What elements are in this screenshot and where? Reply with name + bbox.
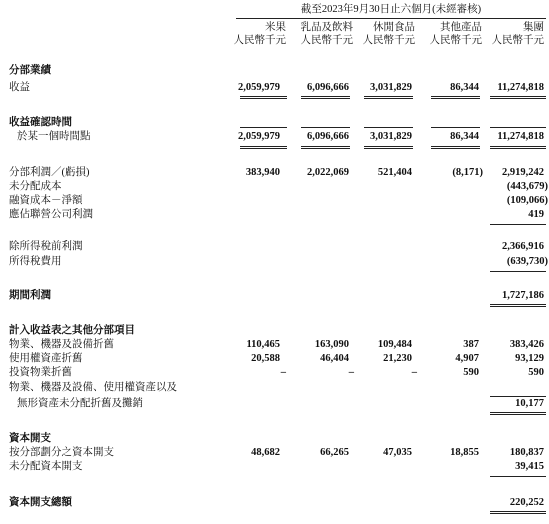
- double-rule: [490, 96, 546, 99]
- cell-other: 4,907: [455, 353, 479, 364]
- cell-group: 2,366,916: [502, 241, 544, 252]
- cell-rice: 110,465: [246, 339, 280, 350]
- section-title-row: [0, 324, 549, 338]
- double-rule: [431, 96, 480, 99]
- cell-rice: –: [280, 367, 286, 378]
- cell-other: 387: [463, 339, 479, 350]
- cell-snack: 21,230: [383, 353, 412, 364]
- double-rule: [301, 146, 350, 149]
- investment-property-depreciation-row: [0, 366, 549, 380]
- section-title: 資本開支: [9, 433, 51, 444]
- column-unit: 人民幣千元: [429, 35, 482, 46]
- column-unit: 人民幣千元: [491, 35, 544, 46]
- column-header-group: [480, 21, 544, 47]
- pre-tax-profit-row: [0, 240, 549, 254]
- column-name: 其他產品: [440, 22, 482, 33]
- cell-snack: 3,031,829: [370, 131, 412, 142]
- row-label: 按分部劃分之資本開支: [9, 447, 114, 458]
- cell-snack: 3,031,829: [370, 82, 412, 93]
- column-header-rice-crackers: [222, 21, 286, 47]
- single-rule: [490, 271, 546, 272]
- cell-dairy: 46,404: [320, 353, 349, 364]
- row-label: 使用權資產折舊: [9, 353, 83, 364]
- income-tax-row: [0, 255, 549, 269]
- single-rule: [490, 224, 546, 225]
- unallocated-capex-row: [0, 460, 549, 474]
- row-label: 無形資產未分配折舊及攤銷: [17, 398, 143, 409]
- section-title-row: [0, 432, 549, 446]
- cell-group: (639,730): [506, 256, 548, 267]
- cell-other: (8,171): [452, 167, 483, 178]
- cell-rice: 20,588: [251, 353, 280, 364]
- cell-dairy: 2,022,069: [307, 167, 349, 178]
- double-rule: [364, 146, 413, 149]
- cell-group: 10,177: [515, 398, 544, 409]
- column-unit: 人民幣千元: [233, 35, 286, 46]
- cell-dairy: 6,096,666: [307, 131, 349, 142]
- period-profit-row: [0, 289, 549, 303]
- double-rule: [490, 146, 546, 149]
- row-label: 未分配成本: [9, 181, 62, 192]
- row-label: 分部利潤／(虧損): [9, 167, 90, 178]
- cell-dairy: 6,096,666: [307, 82, 349, 93]
- cell-group: 11,274,818: [497, 131, 544, 142]
- column-name: 乳品及飲料: [300, 22, 353, 33]
- double-rule: [301, 96, 350, 99]
- cell-group: 180,837: [509, 447, 544, 458]
- cell-other: 18,855: [450, 447, 479, 458]
- double-rule: [490, 511, 546, 514]
- revenue-row: [0, 81, 549, 95]
- point-in-time-row: [0, 130, 549, 144]
- cell-group: 590: [528, 367, 544, 378]
- cell-rice: 2,059,979: [238, 82, 280, 93]
- cell-snack: 109,484: [377, 339, 412, 350]
- row-label: 所得稅費用: [9, 256, 62, 267]
- cell-snack: –: [411, 367, 417, 378]
- cell-dairy: 66,265: [320, 447, 349, 458]
- cell-rice: 48,682: [251, 447, 280, 458]
- ppe-depreciation-row: [0, 338, 549, 352]
- row-label: 投資物業折舊: [9, 367, 72, 378]
- single-rule: [431, 127, 480, 128]
- cell-snack: 47,035: [383, 447, 412, 458]
- double-rule: [240, 96, 287, 99]
- cell-group: 1,727,186: [502, 290, 544, 301]
- cell-group: (109,066): [506, 195, 548, 206]
- column-unit: 人民幣千元: [362, 35, 415, 46]
- column-header-other-products: [418, 21, 482, 47]
- unallocated-da-row: [0, 397, 549, 411]
- unallocated-cost-row: [0, 180, 549, 194]
- cell-dairy: –: [348, 367, 354, 378]
- cell-group: 11,274,818: [497, 82, 544, 93]
- cell-snack: 521,404: [377, 167, 412, 178]
- column-name: 休閒食品: [373, 22, 415, 33]
- column-name: 集團: [523, 22, 544, 33]
- row-label: 收益: [9, 82, 30, 93]
- section-title-row: [0, 64, 549, 78]
- double-rule: [240, 146, 287, 149]
- column-name: 米果: [265, 22, 286, 33]
- cell-rice: 2,059,979: [238, 131, 280, 142]
- row-label: 資本開支總額: [9, 497, 72, 508]
- capex-by-segment-row: [0, 446, 549, 460]
- row-label: 除所得稅前利潤: [9, 241, 83, 252]
- row-label: 融資成本－淨額: [9, 195, 83, 206]
- cell-group: 2,919,242: [502, 167, 544, 178]
- row-label: 應佔聯營公司利潤: [9, 209, 93, 220]
- row-label: 期間利潤: [9, 290, 51, 301]
- cell-other: 86,344: [450, 82, 479, 93]
- cell-other: 86,344: [450, 131, 479, 142]
- cell-group: 93,129: [515, 353, 544, 364]
- double-rule: [364, 96, 413, 99]
- associate-profit-row: [0, 208, 549, 222]
- cell-group: 383,426: [509, 339, 544, 350]
- cell-rice: 383,940: [245, 167, 280, 178]
- double-rule: [490, 304, 546, 307]
- column-header-dairy-beverages: [289, 21, 353, 47]
- column-header-snack-foods: [351, 21, 415, 47]
- unallocated-da-row-line1: [0, 381, 549, 395]
- single-rule: [490, 476, 546, 477]
- single-rule: [490, 396, 546, 397]
- single-rule: [490, 127, 546, 128]
- row-label: 於某一個時間點: [17, 131, 91, 142]
- row-label: 物業、機器及設備、使用權資產以及: [9, 382, 177, 393]
- finance-cost-row: [0, 194, 549, 208]
- double-rule: [490, 412, 546, 415]
- segment-profit-row: [0, 166, 549, 180]
- row-label: 物業、機器及設備折舊: [9, 339, 114, 350]
- cell-group: (443,679): [506, 181, 548, 192]
- cell-group: 419: [528, 209, 544, 220]
- row-label: 未分配資本開支: [9, 461, 83, 472]
- cell-dairy: 163,090: [314, 339, 349, 350]
- section-title: 收益確認時間: [9, 117, 72, 128]
- double-rule: [431, 146, 480, 149]
- period-heading: 截至2023年9月30日止六個月(未經審核): [236, 4, 546, 19]
- single-rule: [364, 127, 413, 128]
- total-capex-row: [0, 496, 549, 510]
- cell-group: 220,252: [509, 497, 544, 508]
- cell-group: 39,415: [515, 461, 544, 472]
- section-title: 計入收益表之其他分部項目: [9, 325, 135, 336]
- single-rule: [240, 127, 287, 128]
- cell-other: 590: [463, 367, 479, 378]
- rou-depreciation-row: [0, 352, 549, 366]
- section-title: 分部業績: [9, 65, 51, 76]
- single-rule: [301, 127, 350, 128]
- column-unit: 人民幣千元: [300, 35, 353, 46]
